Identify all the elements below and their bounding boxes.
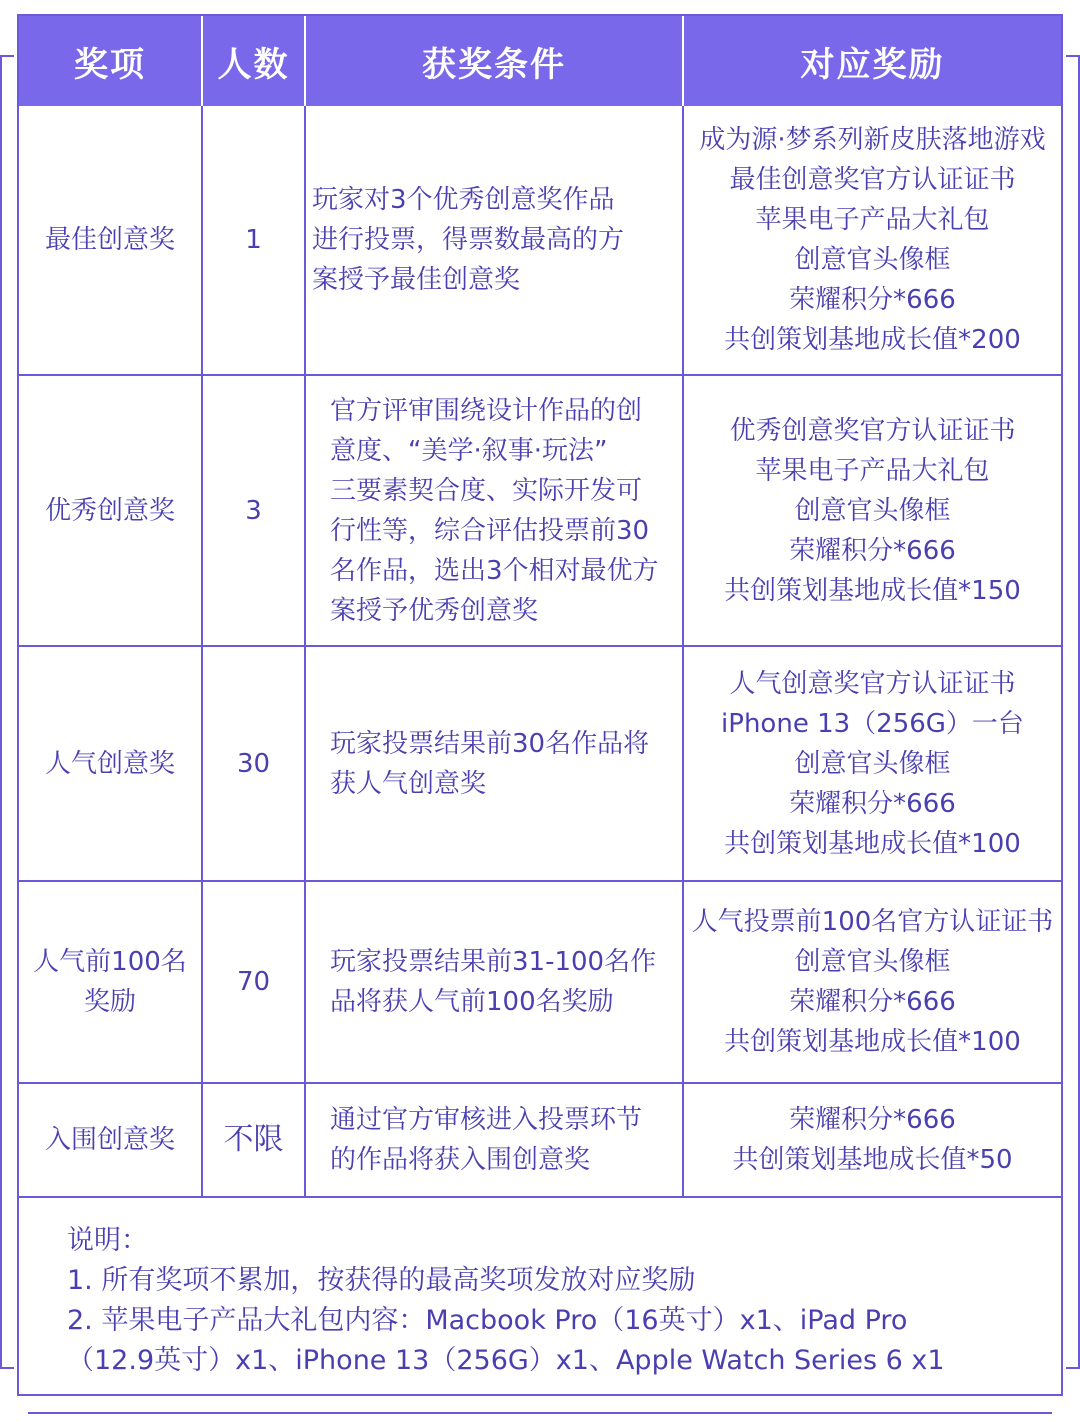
table-row-top100 [19,881,1061,1083]
award-name-line: 奖励 [83,987,136,1017]
frame-top-right-tick [1066,55,1080,57]
condition-line: 案授予优秀创意奖 [330,595,539,626]
award-name: 入围创意奖 [19,1083,202,1197]
award-count: 1 [202,106,305,375]
table-row-best [19,106,1061,375]
reward-line: iPhone 13（256G）一台 [721,708,1024,739]
notes-line-3: （12.9英寸）x1、iPhone 13（256G）x1、Apple Watch Series 6 x1 [67,1345,945,1376]
notes-line-1: 1. 所有奖项不累加，按获得的最高奖项发放对应奖励 [67,1265,696,1296]
award-rewards [683,881,1061,1083]
award-condition [305,881,683,1083]
header-condition: 获奖条件 [305,16,683,106]
notes-line-2: 2. 苹果电子产品大礼包内容：Macbook Pro（16英寸）x1、iPad Pro [67,1305,908,1336]
reward-line: 共创策划基地成长值*100 [724,828,1021,859]
condition-line: 品将获人气前100名奖励 [330,987,614,1017]
reward-line: 荣耀积分*666 [789,788,956,819]
award-rewards [683,106,1061,375]
reward-line: 共创策划基地成长值*50 [732,1145,1013,1175]
reward-line: 共创策划基地成长值*150 [724,575,1021,606]
table-row-shortlist [19,1083,1061,1197]
award-condition [305,375,683,646]
prize-table [19,16,1061,1198]
reward-line: 创意官头像框 [794,495,951,526]
condition-line: 通过官方审核进入投票环节 [330,1105,643,1135]
reward-line: 最佳创意奖官方认证证书 [729,165,1016,195]
reward-line: 优秀创意奖官方认证证书 [729,415,1016,446]
award-name: 人气创意奖 [19,646,202,881]
frame-left-line [0,55,2,1367]
frame-bottom-line [28,1412,1052,1414]
condition-line: 三要素契合度、实际开发可 [330,475,643,506]
award-count: 30 [202,646,305,881]
reward-line: 人气创意奖官方认证证书 [729,668,1016,699]
prize-card [17,14,1063,1396]
condition-line: 玩家投票结果前30名作品将 [330,728,650,759]
reward-line: 荣耀积分*666 [789,1105,956,1135]
award-count: 不限 [202,1083,305,1197]
award-name [19,881,202,1083]
header-award: 奖项 [19,16,202,106]
reward-line: 荣耀积分*666 [789,535,956,566]
reward-line: 苹果电子产品大礼包 [755,455,990,486]
reward-line: 共创策划基地成长值*100 [724,1027,1021,1057]
condition-line: 意度、“美学·叙事·玩法” [330,435,608,466]
condition-line: 名作品，选出3个相对最优方 [330,555,659,586]
award-rewards [683,1083,1061,1197]
award-name: 优秀创意奖 [19,375,202,646]
condition-line: 的作品将获入围创意奖 [330,1145,591,1175]
award-rewards [683,375,1061,646]
condition-line: 获人气创意奖 [330,768,487,799]
reward-line: 创意官头像框 [794,947,951,977]
reward-line: 共创策划基地成长值*200 [724,325,1021,355]
header-reward: 对应奖励 [683,16,1061,106]
reward-line: 创意官头像框 [794,245,951,275]
reward-line: 苹果电子产品大礼包 [755,205,990,235]
award-condition [305,646,683,881]
condition-line: 玩家投票结果前31-100名作 [330,947,657,977]
header-count: 人数 [202,16,305,106]
frame-top-left-tick [0,55,14,57]
table-row-excellent [19,375,1061,646]
reward-line: 创意官头像框 [794,748,951,779]
award-condition [305,106,683,375]
award-name-line: 人气前100名 [33,947,187,977]
notes-section [67,1221,1027,1381]
award-count: 70 [202,881,305,1083]
condition-line: 进行投票，得票数最高的方 [312,225,625,255]
table-row-popular [19,646,1061,881]
table-header-row [19,16,1061,106]
reward-line: 人气投票前100名官方认证证书 [691,907,1054,937]
award-name: 最佳创意奖 [19,106,202,375]
condition-line: 案授予最佳创意奖 [312,265,521,295]
award-rewards [683,646,1061,881]
reward-line: 荣耀积分*666 [789,987,956,1017]
condition-line: 玩家对3个优秀创意奖作品 [312,185,615,215]
reward-line: 荣耀积分*666 [789,285,956,315]
frame-bottom-right-tick [1066,1367,1080,1369]
reward-line: 成为源·梦系列新皮肤落地游戏 [699,125,1046,155]
condition-line: 行性等，综合评估投票前30 [330,515,650,546]
award-count: 3 [202,375,305,646]
frame-bottom-left-tick [0,1367,14,1369]
condition-line: 官方评审围绕设计作品的创 [330,395,643,426]
notes-title: 说明： [67,1225,148,1256]
award-condition [305,1083,683,1197]
